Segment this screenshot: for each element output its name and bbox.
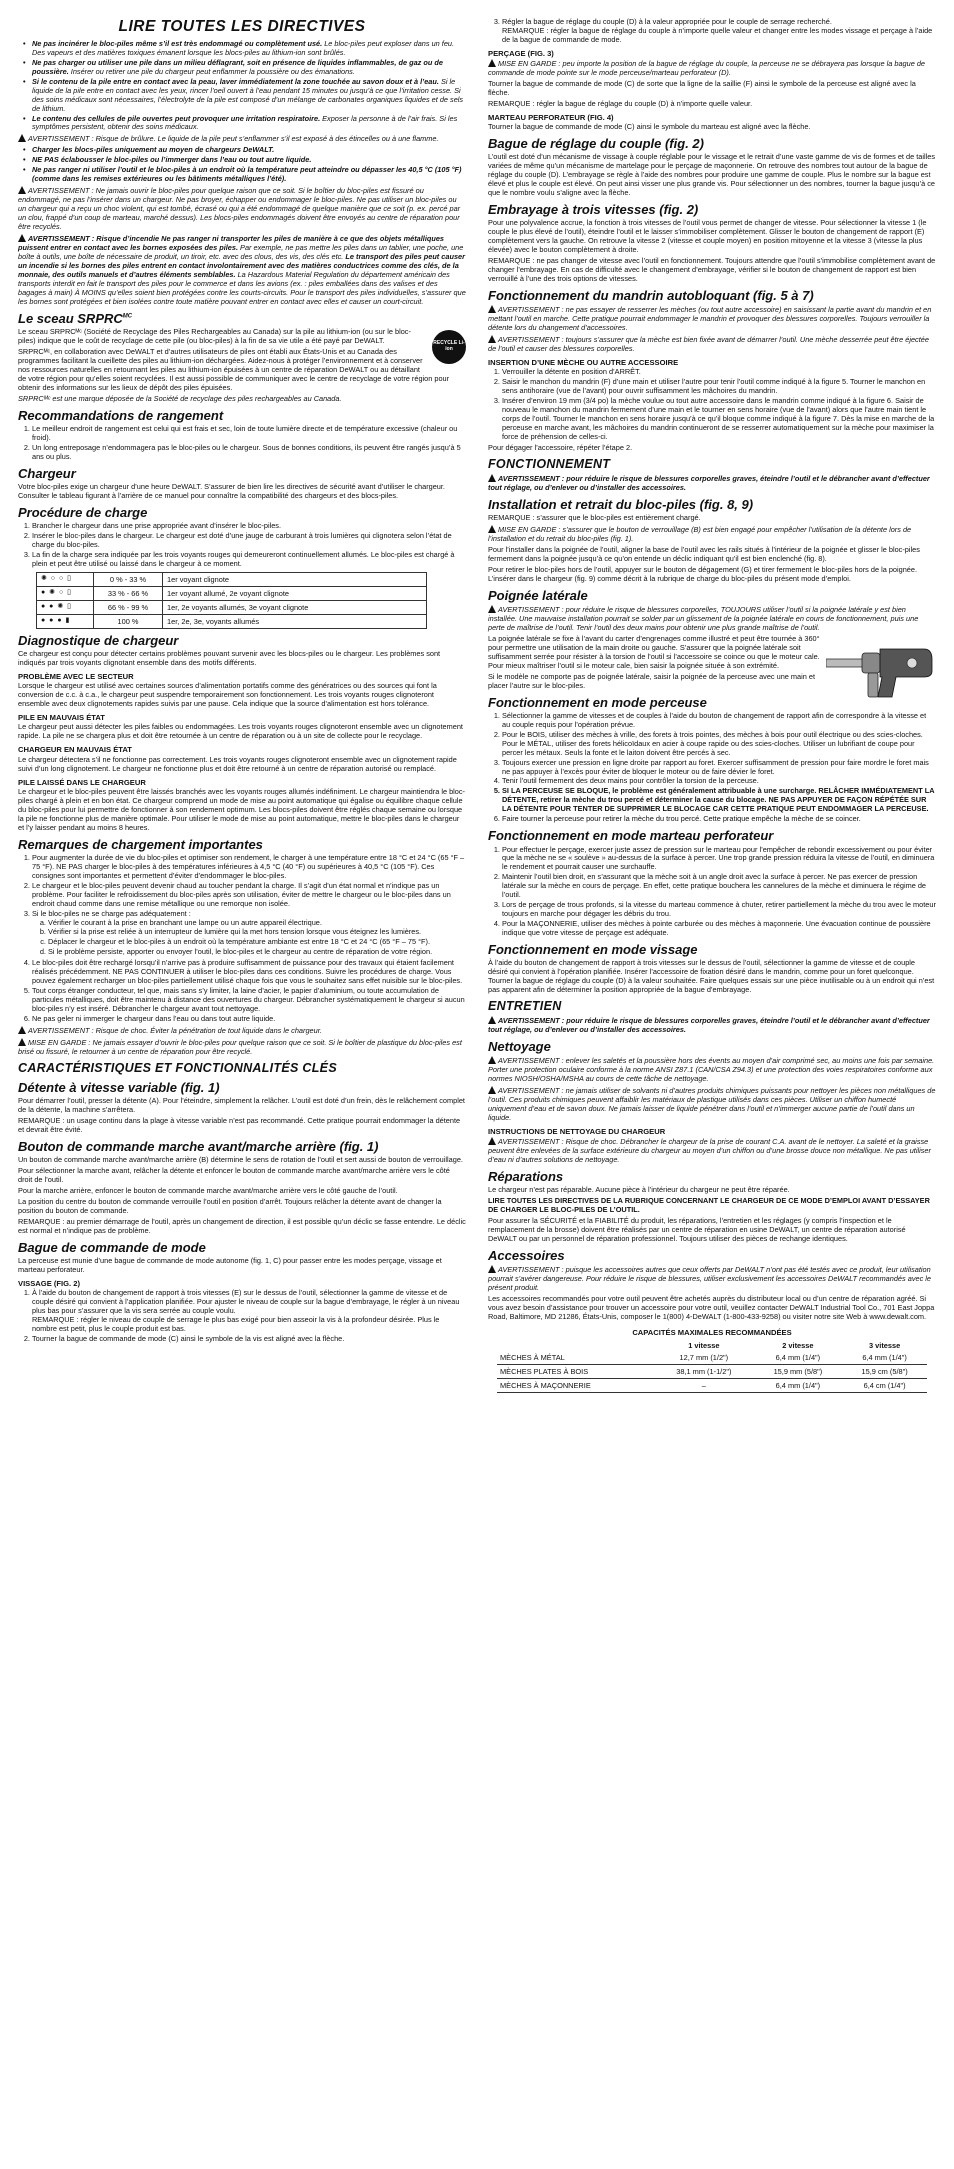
list-item: 1. Pour augmenter la durée de vie du bloc-piles et optimiser son rendement, le charger à une température entre 18 °C et 24 °C (65 °F – 75 °F). NE PAS charger le bloc-piles à des températures inférieures à 4,5 °C (40 °F) ou supérieures à 40,5 °C (105 °F). Ces consignes sont importantes et permettent d’éviter d’endommager le bloc-piles. <box>32 854 466 881</box>
right-column <box>488 18 936 1393</box>
list-item: 2. Le chargeur et le bloc-piles peuvent devenir chaud au toucher pendant la charge. Il s’agit d’un état normal et n’indique pas un problème. Pour faciliter le refroidissement du bloc-piles après son utilisation, éviter de mettre le chargeur ou le bloc-piles dans un endroit chaud comme dans une remise métallique ou une remorque non isolée. <box>32 882 466 909</box>
subheading: MARTEAU PERFORATEUR (FIG. 4) <box>488 112 614 122</box>
section-heading-bouton: Bouton de commande marche avant/marche arrière (fig. 1) <box>18 1138 379 1154</box>
bullet-item: • Le contenu des cellules de pile ouvertes peut provoquer une irritation respiratoire. Exposer la personne à de l’air frais. Si les symptômes persistent, obtenir des soins médicaux. <box>32 115 466 133</box>
subheading: PROBLÈME AVEC LE SECTEUR <box>18 672 134 682</box>
warning-triangle-icon <box>488 1016 496 1024</box>
section-heading-detente: Détente à vitesse variable (fig. 1) <box>18 1079 220 1095</box>
column-header: 3 vitesse <box>869 1341 901 1351</box>
bullet-item: • Ne pas ranger ni utiliser l’outil et le bloc-piles à un endroit où la température peut atteindre ou dépasser les 40,5 °C (105 °F) (comme dans les remises extérieures ou les bâtiments métalliques l’été). <box>32 166 466 184</box>
list-item: 4. Pour la MAÇONNERIE, utiliser des mèches à pointe carburée ou des mèches à maçonnerie. Une évacuation continue de poussière indique que votre vitesse de perçage est adéquate. <box>502 920 936 938</box>
list-item: 2. Maintenir l’outil bien droit, en s’assurant que la mèche soit à un angle droit avec la surface à percer. Ne pas exercer de pression latérale sur la mèche en cours de perçage. En effet, cette pratique bouchera les cannelures de la mèche et diminuera le régime de l’outil. <box>502 873 936 900</box>
paragraph: Tourner la bague de commande de mode (C) ainsi le symbole du marteau est aligné avec la flèche. <box>488 122 811 132</box>
warning-triangle-icon <box>488 335 496 343</box>
warning-triangle-icon <box>488 1056 496 1064</box>
vissage-list <box>18 1289 466 1344</box>
paragraph: Pour retirer le bloc-piles hors de l’outil, appuyer sur le bouton de dégagement (G) et tirer fermement le bloc-piles hors de la poignée. L’insérer dans le chargeur (fig. 9) comme décrit à la rubrique de charge du bloc-piles du présent mode d’emploi. <box>488 564 918 583</box>
warning-nettoyage-2: AVERTISSEMENT : ne jamais utiliser de solvants ni d’autres produits chimiques puissants pour nettoyer les pièces non métalliques de l’outil. Ces produits chimiques peuvent affaiblir les matériaux de plastique utilisés dans ces pièces. Utiliser un chiffon humecté uniquement d’eau et de savon doux. Ne jamais laisser de liquide pénétrer dans l’outil et n’immerger aucune partie de l’outil dans un liquide. <box>488 1085 936 1122</box>
section-heading-rangement: Recommandations de rangement <box>18 407 224 423</box>
list-item: 5. SI LA PERCEUSE SE BLOQUE, le problème est généralement attribuable à une surcharge. RELÂCHER IMMÉDIATEMENT LA DÉTENTE, retirer la mèche du trou percé et déterminer la cause du blocage. NE PAS APPUYER DE FAÇON RÉPÉTÉE SUR LA DÉTENTE POUR TENTER DE SUPPRIMER LE BLOCAGE CAR CETTE PRATIQUE PEUT ENDOMMAGER LA PERCEUSE. <box>502 787 936 814</box>
section-heading-mode-marteau: Fonctionnement en mode marteau perforateur <box>488 828 774 844</box>
warning-mandrin-2: AVERTISSEMENT : toujours s’assurer que la mèche est bien fixée avant de démarrer l’outil. Une mèche desserrée peut être éjectée de l’outil et causer des blessures corporelles. <box>488 335 929 354</box>
warning-triangle-icon <box>18 1038 26 1046</box>
paragraph: Le chargeur et le bloc-piles peuvent être laissés branchés avec les voyants rouges allumés indéfiniment. Le chargeur maintiendra le bloc-piles chargé à plein et en bon état. Ce chargeur comprend un mode de mise au point automatique qui égalise ou équilibre chaque cellule du bloc-piles pour lui permettre de fonctionner à son rendement optimum. Les blocs-piles doivent être réglés chaque semaine ou lorsque la pile ne fonctionne plus de manière optimale. Pour utiliser le mode de mise au point automatique, mettre le bloc-piles dans le chargeur et l’y laisser pendant au moins 8 heures. <box>18 786 465 832</box>
list-item: 3. Insérer d’environ 19 mm (3/4 po) la mèche voulue ou tout autre accessoire dans le mandrin comme indiqué à la figure 6. Saisir de nouveau le manchon du mandrin fermement d’une main et le tourner en sens horaire (vue de l’avant) alors que l’autre main tient le corps de l’outil. Tourner le manchon en sens horaire jusqu’à ce qu’il bloque comme indiqué à la figure 7. Dès la mise en marche de la perceuse en marche avant, les mâchoires du mandrin continueront de se resserrer automatiquement sur la mèche pour maximiser la force de préhension de celles-ci. <box>502 397 936 442</box>
charge-lights-icon: ● ● ● ▮ <box>37 614 94 628</box>
bullet-item: • Si le contenu de la pile entre en contact avec la peau, laver immédiatement la zone touchée au savon doux et à l’eau. Si le liquide de la pile entre en contact avec les yeux, rincer l’oeil ouvert à l’eau pendant 15 minutes ou jusqu’à ce que l’irritation cesse. Si des soins médicaux sont nécessaires, l’électrolyte de la pile est composé d’un mélange de carbonates organiques liquides et de sels de lithium. <box>32 78 466 114</box>
caution-open: MISE EN GARDE : Ne jamais essayer d’ouvrir le bloc-piles pour quelque raison que ce soit. Si le boîtier de plastique du bloc-piles est brisé ou fissuré, le retourner à un centre de réparation pour être recyclé. <box>18 1037 462 1056</box>
paragraph: Pour l’installer dans la poignée de l’outil, aligner la base de l’outil avec les rails situés à l’intérieur de la poignée et glisser le bloc-piles fermement dans la poignée jusqu’à ce qu’on entende un déclic indiquant qu’il est bien enclenché (fig. 8). <box>488 544 920 563</box>
caution-installation: MISE EN GARDE : s’assurer que le bouton de verrouillage (B) est bien engagé pour empêcher l’utilisation de la détente lors de l’installation et du retrait du bloc-piles (fig. 1). <box>488 524 912 543</box>
insertion-list <box>488 368 936 442</box>
section-heading-sceau: Le sceau $SRPRC^{MC}$ <box>18 310 133 326</box>
procedure-list <box>18 522 466 569</box>
warning-nettoyage: AVERTISSEMENT : enlever les saletés et la poussière hors des évents au moyen d’air comprimé sec, au moins une fois par semaine. Porter une protection oculaire conforme à la norme ANSI Z87.1 (CAN/CSA Z94.3) et une protection des voies respiratoires conforme aux normes NIOSH/OSHA/MSHA au cours de cette tâche de nettoyage. <box>488 1056 935 1084</box>
warning-fonctionnement: AVERTISSEMENT : pour réduire le risque de blessures corporelles graves, éteindre l’outil et le débrancher avant d’effectuer tout réglage, ou d’enlever ou d’installer des accessoires. <box>488 473 930 492</box>
remarques-list <box>18 854 466 1024</box>
warning-triangle-icon <box>488 1086 496 1094</box>
note: REMARQUE : ne pas changer de vitesse avec l’outil en fonctionnement. Toujours attendre que l’outil s’immobilise complètement avant de changer l’embrayage. En cas de difficulté avec le changement d’embrayage, vérifier si le bouton de changement de rapport est bien verrouillé à l’une des trois options de vitesses. <box>488 256 936 284</box>
table-row: ✺ ○ ○ ▯ 0 % - 33 % 1er voyant clignote <box>37 572 427 586</box>
table-row: MÈCHES À MÉTAL 12,7 mm (1/2") 6,4 mm (1/4") 6,4 mm (1/4") <box>497 1351 927 1365</box>
sceau-paragraph: Le sceau SRPRCᴹᶜ (Société de Recyclage des Piles Rechargeables au Canada) sur la pile au lithium-ion (ou sur le bloc-piles) indique que le coût de recyclage de cette pile (ou bloc-piles) à la fin de sa vie utile a été payé par DeWALT. <box>18 326 411 345</box>
paragraph: Les accessoires recommandés pour votre outil peuvent être achetés auprès du distributeur local ou d’un centre de réparation agréé. Si vous avez besoin d’assistance pour trouver un accessoire pour votre outil, veuillez contacter DeWALT Industrial Tool Co., 701 East Joppa Road, Baltimore, MD 21286, États-Unis, composer le 1(800) 4-DeWALT (1-800-433-9258) ou visiter notre site Web à www.dewalt.com. <box>488 1294 935 1321</box>
section-heading-bague: Bague de commande de mode <box>18 1239 206 1255</box>
section-heading-mandrin: Fonctionnement du mandrin autobloquant (fig. 5 à 7) <box>488 288 814 304</box>
paragraph: À l’aide du bouton de changement de rapport à trois vitesses sur le dessus de l’outil, sélectionner la gamme de vitesse et de couple désiré qui convient à l’opération planifiée. Insérer l’accessoire de fixation désiré dans le mandrin, comme pour un foret quelconque. Tourner la bague de réglage du couple (D) à la valeur souhaitée. Faire quelques essais sur une pièce inutilisable ou à un endroit qui n’est pas apparent afin de déterminer la position appropriée de la bague d’embrayage. <box>488 958 935 995</box>
table-header-row <box>497 1340 927 1351</box>
paragraph: L’outil est doté d’un mécanisme de vissage à couple réglable pour le vissage et le retrait d’une vaste gamme de vis de formes et de tailles variées de même qu’un mécanisme de martelage pour le perçage de maçonnerie. On retrouve des nombres tout autour de la bague de réglage du couple (D). L’embrayage se règle à l’aide des nombres pour produire une gamme de couple. Plus le nombre sur la bague est élevé et plus le couple est élevé. On peut ainsi visser une plus grande vis. Pour sélectionner un des nombres, tourner la bague jusqu’à ce que le nombre voulu s’aligne avec la flèche. <box>488 152 936 198</box>
paragraph: Pour une polyvalence accrue, la fonction à trois vitesses de l’outil vous permet de changer de vitesse. Pour sélectionner la vitesse 1 (le couple le plus élevé de l’outil), éteindre l’outil et le laisser s’immobiliser complètement. Glisser le bouton de changement de rapport (E) complètement vers la gauche. On retrouve la vitesse 2 (vitesse et couple moyen) en position mitoyenne et la vitesse 3 (vitesse la plus élevée) avec le bouton complètement à droite. <box>488 218 927 255</box>
list-item: a. Vérifier le courant à la prise en branchant une lampe ou un autre appareil électrique. <box>48 919 466 928</box>
subheading: PILE EN MAUVAIS ÉTAT <box>18 713 105 723</box>
warning-triangle-icon <box>18 1026 26 1034</box>
bullet-item: • Charger les blocs-piles uniquement au moyen de chargeurs DeWALT. <box>32 146 466 155</box>
paragraph: Le chargeur détectera s’il ne fonctionne pas correctement. Les trois voyants rouges clignoteront ensemble avec un clignotement rapide suivi d’un long clignotement. Le chargeur ne fonctionne plus et doit être retourné à un centre de réparation autorisé ou remplacé. <box>18 754 457 773</box>
paragraph: Lorsque le chargeur est utilisé avec certaines sources d’alimentation portatifs comme des génératrices ou des sources qui font la conversion de c.c. à c.a., le chargeur peut suspendre temporairement son fonctionnement. Les trois voyants rouges clignoteront ensemble avec deux clignotements rapides suivis par une pause. Cela indique que la source d’alimentation est hors tolérance. <box>18 681 437 709</box>
subheading: PERÇAGE (FIG. 3) <box>488 48 554 58</box>
subheading: VISSAGE (FIG. 2) <box>18 1278 81 1288</box>
section-heading-diagnostique: Diagnostique de chargeur <box>18 632 179 648</box>
charge-lights-icon: ● ✺ ○ ▯ <box>37 586 94 600</box>
list-item: 6. Ne pas geler ni immerger le chargeur dans l’eau ou dans tout autre liquide. <box>32 1015 466 1024</box>
safety-bullets-1 <box>18 40 466 133</box>
list-item: 1. Pour effectuer le perçage, exercer juste assez de pression sur le marteau pour l’empêcher de rebondir excessivement ou pour éviter que la mèche ne se « soulève » au-dessus de la surface à percer. Une trop grande pression réduira la vitesse de l’outil, en diminuera le rendement et pourrait causer une surchauffe. <box>502 846 936 873</box>
list-item: 4. Le bloc-piles doit être rechargé lorsqu’il n’arrive pas à produire suffisamment de puissance pour des travaux qui étaient facilement réalisés précédemment. NE PAS CONTINUER à utiliser le bloc-piles dans ces conditions. Suivre les procédures de charge. Vous pouvez également recharger un bloc-piles partiellement utilisé chaque fois que vous le souhaitez sans effet nuisible sur le bloc-piles. <box>32 959 466 986</box>
perceuse-list <box>488 712 936 824</box>
warning-shock: AVERTISSEMENT : Risque de choc. Éviter la pénétration de tout liquide dans le chargeur. <box>18 1026 466 1036</box>
capacity-table-title: CAPACITÉS MAXIMALES RECOMMANDÉES <box>632 1327 792 1337</box>
warning-triangle-icon <box>488 305 496 313</box>
list-item: 2. Insérer le bloc-piles dans le chargeur. Le chargeur est doté d’une jauge de carburant à trois lumières qui clignotera selon l’état de charge du bloc-piles. <box>32 532 466 550</box>
warning-accessoires: AVERTISSEMENT : puisque les accessoires autres que ceux offerts par DeWALT n’ont pas été testés avec ce produit, leur utilisation pourrait s’avérer dangereuse. Pour réduire le risque de blessures, utiliser exclusivement les accessoires DeWALT recommandés avec le présent produit. <box>488 1265 932 1293</box>
warning-triangle-icon <box>488 1137 496 1145</box>
caution-perc: MISE EN GARDE : peu importe la position de la bague de réglage du couple, la perceuse ne se débrayera pas lorsque la bague de commande de mode pointe sur le mode perceuse/marteau perforateur (D). <box>488 59 926 78</box>
subheading: INSTRUCTIONS DE NETTOYAGE DU CHARGEUR <box>488 1126 666 1136</box>
warning-triangle-icon <box>18 186 26 194</box>
diag-paragraph: Ce chargeur est conçu pour détecter certains problèmes pouvant survenir avec les blocs-piles ou le chargeur. Les problèmes sont indiqués par trois voyants clignotant ensemble dans des motifs différents. <box>18 649 441 668</box>
warning-fire: AVERTISSEMENT : Risque d’incendie Ne pas ranger ni transporter les piles de manière à ce que des objets métalliques puissent entrer en contact avec les bornes exposées des piles. Par exemple, ne pas mettre les piles dans un tablier, une poche, une boîte à outils, une boîte de nécessaire de produit, un tiroir, etc. avec des clous, des vis, des clés etc. Le transport des piles peut causer un incendie si les bornes des piles entrent en contact involontairement avec des matières conductrices comme des clés, de la monnaie, des outils manuels et d’autres éléments semblables. La Hazardous Material Regulation du département américain des transports interdit en fait le transport des piles pour le commerce et dans les avions (ex. : piles emballées dans des valises et des bagages à main) À MOINS qu’elles soient bien protégées contre les courts-circuits. Pour le transport des piles individuelles, s’assurer que les bornes sont protégées et bien isolées contre toute matière pouvant entrer en contact avec elles et causer un court-circuit. <box>18 233 466 306</box>
warning-mandrin: AVERTISSEMENT : ne pas essayer de resserrer les mèches (ou tout autre accessoire) en saisissant la partie avant du mandrin et en mettant l’outil en marche. Cette pratique pourrait endommager le mandrin et provoquer des blessures corporelles. Toujours verrouiller la détente lors du changement d’accessoires. <box>488 305 932 333</box>
list-item: 2. Tourner la bague de commande de mode (C) ainsi le symbole de la vis est aligné avec la flèche. <box>32 1335 466 1344</box>
rangement-list <box>18 425 466 462</box>
section-heading-reparations: Réparations <box>488 1168 564 1184</box>
list-item: d. Si le problème persiste, apporter ou envoyer l’outil, le bloc-piles et le chargeur au centre de réparation de votre région. <box>48 948 466 957</box>
note: REMARQUE : régler la bague de réglage du couple (D) à n’importe quelle valeur. <box>488 98 753 108</box>
sub-list <box>32 919 466 958</box>
list-item: 3. Lors de perçage de trous profonds, si la vitesse du marteau commence à chuter, retirer partiellement la mèche du trou avec le moteur toujours en marche pour dégager les débris du trou. <box>502 901 936 919</box>
rbrc-recycle-seal-icon: RECYCLE Li-ion <box>432 330 466 364</box>
column-header: 2 vitesse <box>782 1341 814 1351</box>
note: REMARQUE : au premier démarrage de l’outil, après un changement de direction, il est possible qu’un déclic se fasse entendre. Le déclic est normal et n’indique pas de problème. <box>18 1216 466 1235</box>
subheading: PILE LAISSÉ DANS LE CHARGEUR <box>18 777 146 787</box>
warning-triangle-icon <box>488 605 496 613</box>
paragraph: Un bouton de commande marche avant/marche arrière (B) détermine le sens de rotation de l’outil et sert aussi de bouton de verrouillage. <box>18 1155 463 1164</box>
drill-side-handle-illustration-icon <box>826 637 936 703</box>
section-heading-bague-couple: Bague de réglage du couple (fig. 2) <box>488 136 704 152</box>
list-item: 1. Brancher le chargeur dans une prise appropriée avant d’insérer le bloc-piles. <box>32 522 466 531</box>
warning-triangle-icon <box>488 474 496 482</box>
bullet-item: • Ne pas incinérer le bloc-piles même s’il est très endommagé ou complètement usé. Le bloc-piles peut exploser dans un feu. Des vapeurs et des matières toxiques émanent lorsque les blocs-piles au lithium-ion sont brûlés. <box>32 40 466 58</box>
warning-triangle-icon <box>488 59 496 67</box>
charge-lights-icon: ● ● ✺ ▯ <box>37 600 94 614</box>
list-item: 6. Faire tourner la perceuse pour retirer la mèche du trou percé. Cette pratique empêche la mèche de se coincer. <box>502 815 936 824</box>
sceau-paragraph: SRPRCᴹᶜ, en collaboration avec DeWALT et d’autres utilisateurs de piles ont établi aux États-Unis et au Canada des programmes facilitant la cueillette des piles au lithium-ion déchargées. Aidez-nous à protéger l’environnement et à conserver nos ressources naturelles en retournant les piles au lithium-ion épuisées à un centre de réparation DeWALT ou au détaillant de votre région pour qu’elles soient recyclées. Il est aussi possible de communiquer avec le centre de recyclage de votre région pour obtenir des informations sur les lieux de dépôt des piles épuisées. <box>18 346 450 392</box>
paragraph: La perceuse est munie d’une bague de commande de mode autonome (fig. 1, C) pour passer entre les modes perçage, vissage et marteau perforateur. <box>18 1255 442 1274</box>
warning-burn: AVERTISSEMENT : Risque de brûlure. Le liquide de la pile peut s’enflammer s’il est exposé à des étincelles ou à une flamme. <box>18 134 466 144</box>
list-item: 5. Tout corps étranger conducteur, tel que, mais sans s’y limiter, la laine d’acier, le papier d’aluminium, ou toute accumulation de particules métalliques, doit être maintenu à distance des ouvertures du chargeur. Débrancher systématiquement le chargeur si aucun bloc-piles n’y est inséré. Débrancher le chargeur avant tout nettoyage. <box>32 987 466 1014</box>
charge-indicator-table <box>36 572 427 629</box>
list-item: 1. Verrouiller la détente en position d’ARRÊT. <box>502 368 936 377</box>
warning-triangle-icon <box>18 134 26 142</box>
section-heading-accessoires: Accessoires <box>488 1247 565 1263</box>
list-item: 3. Si le bloc-piles ne se charge pas adéquatement : a. Vérifier le courant à la prise en branchant une lampe ou un autre appareil électrique. b. Vérifier si la prise est reliée à un interrupteur de lumière qui la met hors tension lorsque vous éteignez les lumières. c. Déplacer le chargeur et le bloc-piles à un endroit où la température ambiante est entre 18 °C et 24 °C (65 °F – 75 °F). d. Si le problème persiste, apporter ou envoyer l’outil, le bloc-piles et le chargeur au centre de réparation de votre région. <box>32 910 466 958</box>
list-item: 3. La fin de la charge sera indiquée par les trois voyants rouges qui demeureront continuellement allumés. Le bloc-piles est chargé à plein et peut être utilisé ou laissé dans le chargeur à ce moment. <box>32 551 466 569</box>
list-item: 2. Un long entreposage n’endommagera pas le bloc-piles ou le chargeur. Sous de bonnes conditions, ils peuvent être rangés jusqu’à 5 ans ou plus. <box>32 444 466 462</box>
subheading: INSERTION D’UNE MÈCHE OU AUTRE ACCESSOIRE <box>488 358 679 368</box>
warning-open-pack: AVERTISSEMENT : Ne jamais ouvrir le bloc-piles pour quelque raison que ce soit. Si le boîtier du bloc-piles est fissuré ou endommagé, ne pas l’insérer dans un chargeur. Ne pas broyer, échapper ou endommager le bloc-piles. Ne pas utiliser un bloc-piles ou un chargeur qui a reçu un choc violent, qui est tombé, écrasé ou qui a été endommagé de quelque manière que ce soit (p. ex. percé par un clou, frappé d’un coup de marteau, marché dessus). Les blocs-piles endommagés doivent être envoyés au centre de réparation pour être recyclés. <box>18 186 461 232</box>
table-row: MÈCHES À MAÇONNERIE – 6,4 mm (1/4") 6,4 cm (1/4") <box>497 1379 927 1393</box>
warning-triangle-icon <box>488 525 496 533</box>
list-item: 2. Saisir le manchon du mandrin (F) d’une main et utiliser l’autre pour tenir l’outil comme indiqué à la figure 5. Tourner le manchon en sens antihoraire (vue de l’avant) pour ouvrir suffisamment les mâchoires du mandrin. <box>502 378 936 396</box>
list-item: c. Déplacer le chargeur et le bloc-piles à un endroit où la température ambiante est entre 18 °C et 24 °C (65 °F – 75 °F). <box>48 938 466 947</box>
page-title: LIRE TOUTES LES DIRECTIVES <box>118 18 366 35</box>
table-row: MÈCHES PLATES À BOIS 38,1 mm (1-1/2") 15,9 mm (5/8") 15,9 cm (5/8") <box>497 1365 927 1379</box>
column-header: 1 vitesse <box>688 1341 720 1351</box>
list-item: 3. Toujours exercer une pression en ligne droite par rapport au foret. Exercer suffisamment de pression pour faire mordre le foret mais ne pas appuyer à l’excès pour éviter de bloquer le moteur ou de faire dévier le foret. <box>502 759 936 777</box>
subheading: CHARGEUR EN MAUVAIS ÉTAT <box>18 745 132 755</box>
sceau-note: SRPRCᴹᶜ est une marque déposée de la Société de recyclage des piles rechargeables au Canada. <box>18 393 342 403</box>
section-heading-fonctionnement: FONCTIONNEMENT <box>488 457 611 471</box>
paragraph: Tourner la bague de commande de mode (C) de sorte que la ligne de la saillie (F) ainsi le symbole de la perceuse est aligné avec la flèche. <box>488 79 916 97</box>
paragraph: Pour assurer la SÉCURITÉ et la FIABILITÉ du produit, les réparations, l’entretien et les réglages (y compris l’inspection et le remplacement de la brosse) doivent être réalisés par un centre de réparation en usine DeWALT, un centre de réparation autorisé DeWALT ou par un personnel de réparation professionnel. Toujours utiliser des pièces de rechange identiques. <box>488 1216 906 1243</box>
section-heading-mode-perceuse: Fonctionnement en mode perceuse <box>488 694 707 710</box>
paragraph: Le chargeur peut aussi détecter les piles faibles ou endommagées. Les trois voyants rouges clignoteront ensemble avec un clignotement rapide. La pile ne se chargera plus et doit être retournée à un centre de réparation ou à un site de collecte pour le recyclage. <box>18 722 463 741</box>
table-row: ● ● ● ▮ 100 % 1er, 2e, 3e, voyants allumés <box>37 614 427 628</box>
warning-chargeur-clean: AVERTISSEMENT : Risque de choc. Débrancher le chargeur de la prise de courant C.A. avant de le nettoyer. La saleté et la graisse peuvent être enlevées de la surface extérieure du chargeur au moyen d’un chiffon ou d’une brosse douce non métallique. Ne pas utiliser d’eau ni d’autres solutions de nettoyage. <box>488 1137 931 1164</box>
left-column <box>18 18 466 1346</box>
list-item: 1. Sélectionner la gamme de vitesses et de couples à l’aide du bouton de changement de rapport afin de correspondre à la vitesse et au couple requis pour l’opération prévue. <box>502 712 936 730</box>
bullet-item: • NE PAS éclabousser le bloc-piles ou l’immerger dans l’eau ou tout autre liquide. <box>32 156 466 165</box>
section-heading-nettoyage: Nettoyage <box>488 1038 551 1054</box>
section-heading-entretien: ENTRETIEN <box>488 999 562 1014</box>
warning-triangle-icon <box>488 1265 496 1273</box>
section-heading-installation: Installation et retrait du bloc-piles (fig. 8, 9) <box>488 496 754 512</box>
paragraph: Pour sélectionner la marche avant, relâcher la détente et enfoncer le bouton de commande marche avant/marche arrière vers le côté droit de l’outil. <box>18 1165 450 1184</box>
paragraph: LIRE TOUTES LES DIRECTIVES DE LA RUBRIQUE CONCERNANT LE CHARGEUR DE CE MODE D’EMPLOI AVANT D’ESSAYER DE CHARGER LE BLOC-PILES DE L’OUTIL. <box>488 1196 930 1215</box>
marteau-list <box>488 846 936 939</box>
paragraph: Pour dégager l’accessoire, répéter l’étape 2. <box>488 443 633 453</box>
charge-lights-icon: ✺ ○ ○ ▯ <box>37 572 94 586</box>
section-heading-procedure: Procédure de charge <box>18 504 148 520</box>
safety-bullets-2 <box>18 146 466 184</box>
section-heading-chargeur: Chargeur <box>18 465 76 481</box>
list-item: b. Vérifier si la prise est reliée à un interrupteur de lumière qui la met hors tension lorsque vous éteignez les lumières. <box>48 928 466 937</box>
section-heading-embrayage: Embrayage à trois vitesses (fig. 2) <box>488 202 699 218</box>
note: REMARQUE : un usage continu dans la plage à vitesse variable n’est pas recommandé. Cette pratique pourrait endommager la détente et devrait être évité. <box>18 1115 461 1134</box>
list-item: 1. Le meilleur endroit de rangement est celui qui est frais et sec, loin de toute lumière directe et de température excessive (chaleur ou froid). <box>32 425 466 443</box>
section-heading-caracteristiques: CARACTÉRISTIQUES ET FONCTIONNALITÉS CLÉS <box>18 1060 337 1075</box>
chargeur-paragraph: Votre bloc-piles exige un chargeur d’une heure DeWALT. S’assurer de bien lire les directives de sécurité avant d’utiliser le chargeur. Consulter le tableau figurant à l’arrière de ce manuel pour connaître la compatibilité des chargeurs et des blocs-piles. <box>18 481 445 500</box>
paragraph: Le chargeur n’est pas réparable. Aucune pièce à l’intérieur du chargeur ne peut être réparée. <box>488 1185 790 1195</box>
list-item: 4. Tenir l’outil fermement des deux mains pour contrôler la torsion de la perceuse. <box>502 777 936 786</box>
list-item: 3. Régler la bague de réglage du couple (D) à la valeur appropriée pour le couple de serrage recherché. REMARQUE : régler la bague de réglage du couple à n’importe quelle valeur et changer entre les modes vissage et perçage à l’aide de la bague de commande de mode. <box>502 18 936 45</box>
capacity-table <box>497 1340 927 1393</box>
paragraph: La position du centre du bouton de commande verrouille l’outil en position d’arrêt. Toujours relâcher la détente avant de changer la position du bouton de commande. <box>18 1196 442 1215</box>
list-item: 1. À l’aide du bouton de changement de rapport à trois vitesses (E) sur le dessus de l’outil, sélectionner la gamme de vitesse et de couple désiré qui convient à l’application planifiée. Pour ajuster le niveau de couple sur la bague d’embrayage, le régler à un niveau plus bas pour s’assurer que la vis sera serrée au couple voulu. REMARQUE : régler le niveau de couple de serrage le plus bas exigé pour bien asseoir la vis à la profondeur désirée. Plus le nombre est petit, plus le couple produit est bas. <box>32 1289 466 1334</box>
section-heading-remarques: Remarques de chargement importantes <box>18 836 263 852</box>
paragraph: Pour la marche arrière, enfoncer le bouton de commande marche avant/marche arrière vers le côté gauche de l’outil. <box>18 1185 398 1195</box>
note: REMARQUE : s’assurer que le bloc-piles est entièrement chargé. <box>488 512 701 522</box>
warning-triangle-icon <box>18 234 26 242</box>
paragraph: La poignée latérale se fixe à l’avant du carter d’engrenages comme illustré et peut être tournée à 360° pour permettre une utilisation de la main droite ou gauche. S’assurer que la poignée latérale soit suffisamment serrée pour résister à la torsion de l’outil si l’accessoire se coince ou que le moteur cale. Pour mieux maîtriser l’outil si le moteur cale, bien saisir la poignée située à son extrémité. <box>488 633 820 670</box>
table-row: ● ✺ ○ ▯ 33 % - 66 % 1er voyant allumé, 2e voyant clignote <box>37 586 427 600</box>
bullet-item: • Ne pas charger ou utiliser une pile dans un milieu déflagrant, soit en présence de liquides inflammables, de gaz ou de poussière. Insérer ou retirer une pile du chargeur peut enflammer la poussière ou des émanations. <box>32 59 466 77</box>
paragraph: Si le modèle ne comporte pas de poignée latérale, saisir la poignée de la perceuse avec une main et placer l’autre sur le bloc-piles. <box>488 671 816 690</box>
list-item: 2. Pour le BOIS, utiliser des mèches à vrille, des forets à trois pointes, des mèches à bois pour outil électrique ou des scies-cloches. Pour le MÉTAL, utiliser des forets hélicoïdaux en acier à coupe rapide ou des scies-cloches. Utiliser un lubrifiant de coupe pour percer les métaux. Seuls la fonte et le laiton doivent être percés à sec. <box>502 731 936 758</box>
section-heading-poignee: Poignée latérale <box>488 587 588 603</box>
vissage-list-cont <box>488 18 936 45</box>
section-heading-mode-vissage: Fonctionnement en mode vissage <box>488 942 698 958</box>
paragraph: Pour démarrer l’outil, presser la détente (A). Pour l’éteindre, simplement la relâcher. L’outil est doté d’un frein, dès le relâchement complet de la détente, la machine s’arrêtera. <box>18 1095 465 1114</box>
warning-poignee: AVERTISSEMENT : pour réduire le risque de blessures corporelles, TOUJOURS utiliser l’outil si la poignée latérale y est bien installée. Une mauvaise installation pourrait se solder par un glissement de la poignée latérale en cours de fonctionnement, puis une perte de maîtrise de l’outil. Tenir l’outil des deux mains pour obtenir une plus grande maîtrise de l’outil. <box>488 604 919 632</box>
table-row: ● ● ✺ ▯ 66 % - 99 % 1er, 2e voyants allumés, 3e voyant clignote <box>37 600 427 614</box>
warning-entretien: AVERTISSEMENT : pour réduire le risque de blessures corporelles graves, éteindre l’outil et le débrancher avant d’effectuer tout réglage, ou d’enlever ou d’installer des accessoires. <box>488 1015 930 1034</box>
